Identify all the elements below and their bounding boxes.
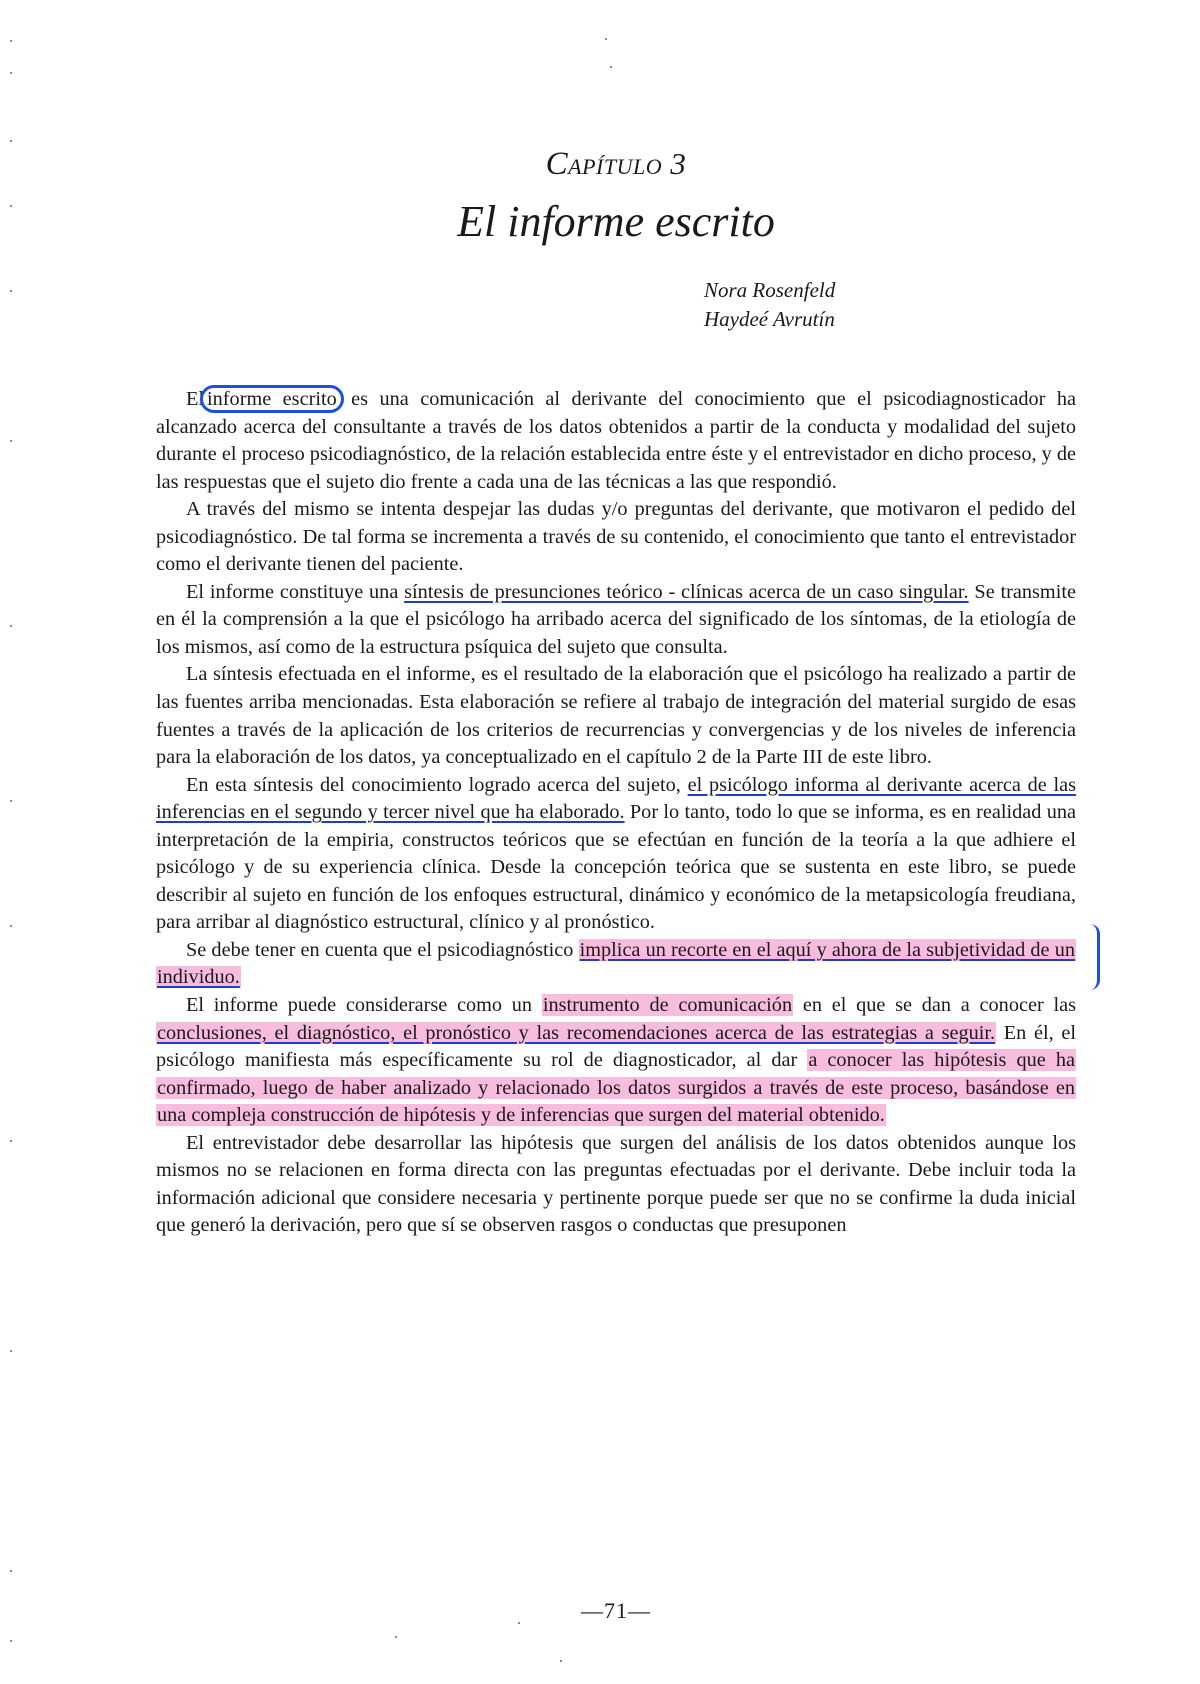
- scan-artifact: [560, 1660, 562, 1662]
- scan-artifact: [605, 38, 607, 40]
- paragraph: La síntesis efectuada en el informe, es el resultado de la elaboración que el psicólogo ha realizado a partir de las fuentes arriba mencionadas. Esta elaboración se refiere al trabajo de integración del material surgido de esas fuentes a través de la aplicación de los criterios de recurrencias y convergencias y de los niveles de inferencia para la elaboración de los datos, ya conceptualizado en el capítulo 2 de la Parte III de este libro.: [156, 663, 1076, 769]
- scan-artifact: [10, 205, 12, 207]
- scan-artifact: [10, 290, 12, 292]
- scan-artifact: [10, 440, 12, 442]
- paragraph: El informe escrito es una comunicación al derivante del conocimiento que el psicodiagnosticador ha alcanzado acerca del consultante a través de los datos obtenidos a partir de la conducta y modalidad del sujeto durante el proceso psicodiagnóstico, de la relación establecida entre éste y el entrevistador en dicho proceso, y de las respuestas que el sujeto dio frente a cada una de las técnicas a las que respondió.: [156, 386, 1076, 496]
- scan-artifact: [10, 625, 12, 627]
- chapter-number: 3: [670, 146, 687, 181]
- highlighted-phrase: instrumento de comunicación: [542, 994, 793, 1017]
- scan-artifact: [10, 1140, 12, 1142]
- highlighted-phrase: implica un recorte en el aquí y ahora de la subjetividad de un individuo.: [157, 938, 1075, 989]
- scan-artifact: [10, 72, 12, 74]
- scan-artifact: [10, 40, 12, 42]
- scan-artifact: [10, 1640, 12, 1642]
- scan-artifact: [10, 925, 12, 927]
- chapter-heading: [16, 146, 1200, 183]
- paragraph: El entrevistador debe desarrollar las hipótesis que surgen del análisis de los datos obtenidos aunque los mismos no se relacionen en forma directa con las preguntas efectuadas por el derivante. Debe incluir toda la información adicional que considere necesaria y pertinente porque puede ser que no se confirme la duda inicial que generó la derivación, pero que sí se observen rasgos o conductas que presuponen: [156, 1131, 1076, 1237]
- scan-artifact: [10, 1350, 12, 1352]
- scan-artifact: [518, 1622, 520, 1624]
- scan-artifact: [10, 800, 12, 802]
- paragraph: A través del mismo se intenta despejar las dudas y/o preguntas del derivante, que motivaron el pedido del psicodiagnóstico. De tal forma se incrementa a través de su contenido, el conocimiento que tanto el entrevistador como el derivante tienen del paciente.: [156, 498, 1076, 576]
- paragraph: Se debe tener en cuenta que el psicodiagnóstico implica un recorte en el aquí y ahora de la subjetividad de un individuo.: [157, 938, 1075, 989]
- underlined-phrase: síntesis de presunciones teórico - clínicas acerca de un caso singular.: [404, 580, 969, 603]
- paragraph: En esta síntesis del conocimiento logrado acerca del sujeto, el psicólogo informa al derivante acerca de las inferencias en el segundo y tercer nivel que ha elaborado. Por lo tanto, todo lo que se informa, es en realidad una interpretación de la empiria, constructos teóricos que se efectúan en función de la teoría a la que adhiere el psicólogo y de su experiencia clínica. Desde la concepción teórica que se sustenta en este libro, se puede describir al sujeto en función de los enfoques estructural, dinámico y económico de la metapsicología freudiana, para arribar al diagnóstico estructural, clínico y al pronóstico.: [156, 773, 1077, 934]
- paragraph: El informe constituye una síntesis de presunciones teórico - clínicas acerca de un caso singular. Se transmite en él la comprensión a la que el psicólogo ha arribado acerca del significado de los síntomas, de la etiología de los mismos, así como de la estructura psíquica del sujeto que consulta.: [156, 580, 1076, 658]
- page-number: —71—: [581, 1598, 651, 1623]
- pen-bracket-mark: [1081, 924, 1100, 990]
- scan-artifact: [10, 140, 12, 142]
- scan-artifact: [610, 66, 612, 68]
- circled-phrase: informe escrito: [200, 385, 344, 413]
- author-name: Nora Rosenfeld: [704, 278, 836, 302]
- scan-artifact: [10, 1570, 12, 1572]
- chapter-label-rest: apítulo: [568, 146, 663, 181]
- body-text: [156, 386, 1076, 1240]
- chapter-label-initial: C: [545, 146, 569, 182]
- highlighted-phrase: a conocer las hipótesis que ha confirmado, luego de haber analizado y relacionado los datos surgidos a través de este proceso, basándose en una compleja construcción de hipótesis y de inferencias que surgen del material obtenido.: [157, 1049, 1075, 1127]
- underlined-phrase: el psicólogo informa al derivante acerca de las inferencias en el segundo y tercer nivel que ha elaborado.: [156, 773, 1077, 824]
- authors-block: [704, 276, 835, 334]
- chapter-title: El informe escrito: [457, 197, 775, 246]
- scan-artifact: [395, 1636, 397, 1638]
- highlighted-phrase: conclusiones, el diagnóstico, el pronóstico y las recomendaciones acerca de las estrategias a seguir.: [157, 1021, 996, 1044]
- paragraph: El informe puede considerarse como un instrumento de comunicación en el que se dan a conocer las conclusiones, el diagnóstico, el pronóstico y las recomendaciones acerca de las estrategias a seguir. En él, el psicólogo manifiesta más específicamente su rol de diagnosticador, al dar a conocer las hipótesis que ha confirmado, luego de haber analizado y relacionado los datos surgidos a través de este proceso, basándose en una compleja construcción de hipótesis y de inferencias que surgen del material obtenido.: [156, 994, 1076, 1127]
- author-name: Haydeé Avrutín: [704, 307, 835, 331]
